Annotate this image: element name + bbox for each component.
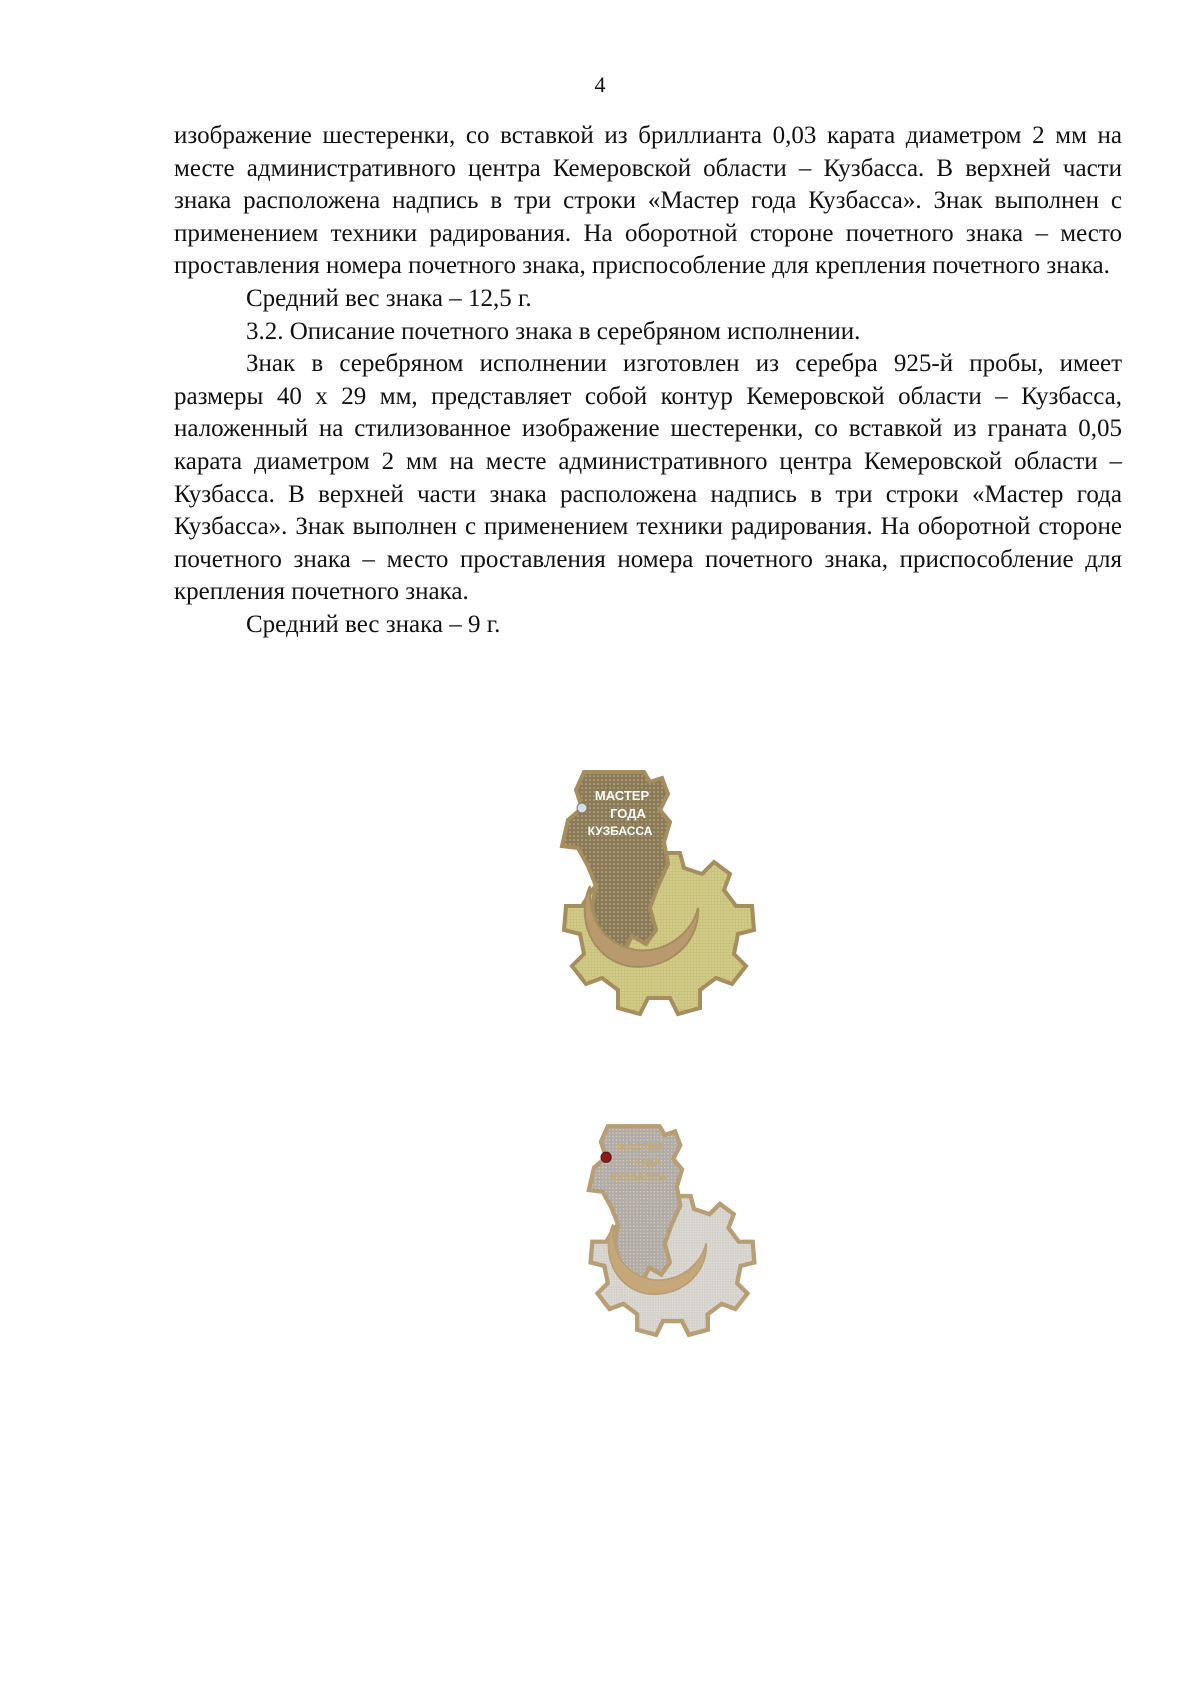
- badge-inscription-line-3: КУЗБАССА: [587, 824, 653, 838]
- silver-badge-image: [563, 1110, 763, 1358]
- body-text: [174, 120, 1122, 642]
- paragraph-gold-description-continued: изображение шестеренки, со вставкой из бриллианта 0,03 карата диаметром 2 мм на месте административного центра Кемеровской области – Кузбасса. В верхней части знака расположена надпись в три строки «Мастер года Кузбасса». Знак выполнен с применением техники радирования. На оборотной стороне почетного знака – место проставления номера почетного знака, приспособление для крепления почетного знака.: [174, 122, 1122, 280]
- gem-dot: [601, 1152, 611, 1162]
- page-number: 4: [594, 72, 606, 97]
- badge-inscription-line-1: МАСТЕР: [617, 1141, 664, 1154]
- badge-inscription-line-2: ГОДА: [630, 1156, 662, 1169]
- silver-badge-svg: [563, 1110, 763, 1358]
- paragraph-gold-weight: Средний вес знака – 12,5 г.: [246, 284, 532, 312]
- gold-badge-svg: [532, 758, 764, 1036]
- gem-dot: [577, 803, 587, 813]
- paragraph-silver-description: Знак в серебряном исполнении изготовлен из серебра 925-й пробы, имеет размеры 40 x 29 мм, представляет собой контур Кемеровской области – Кузбасса, наложенный на стилизованное изображение шестеренки, со вставкой из граната 0,05 карата диаметром 2 мм на месте административного центра Кемеровской области – Кузбасса. В верхней части знака расположена надпись в три строки «Мастер года Кузбасса». Знак выполнен с применением техники радирования. На оборотной стороне почетного знака – место проставления номера почетного знака, приспособление для крепления почетного знака.: [174, 350, 1122, 606]
- badge-inscription-line-2: ГОДА: [610, 806, 646, 821]
- paragraph-silver-weight: Средний вес знака – 9 г.: [246, 610, 501, 638]
- badge-inscription-line-1: МАСТЕР: [594, 788, 650, 803]
- paragraph-section-heading: 3.2. Описание почетного знака в серебряном исполнении.: [246, 317, 861, 345]
- gold-badge-image: [532, 758, 764, 1036]
- badge-inscription-line-3: КУЗБАССА: [610, 1172, 667, 1184]
